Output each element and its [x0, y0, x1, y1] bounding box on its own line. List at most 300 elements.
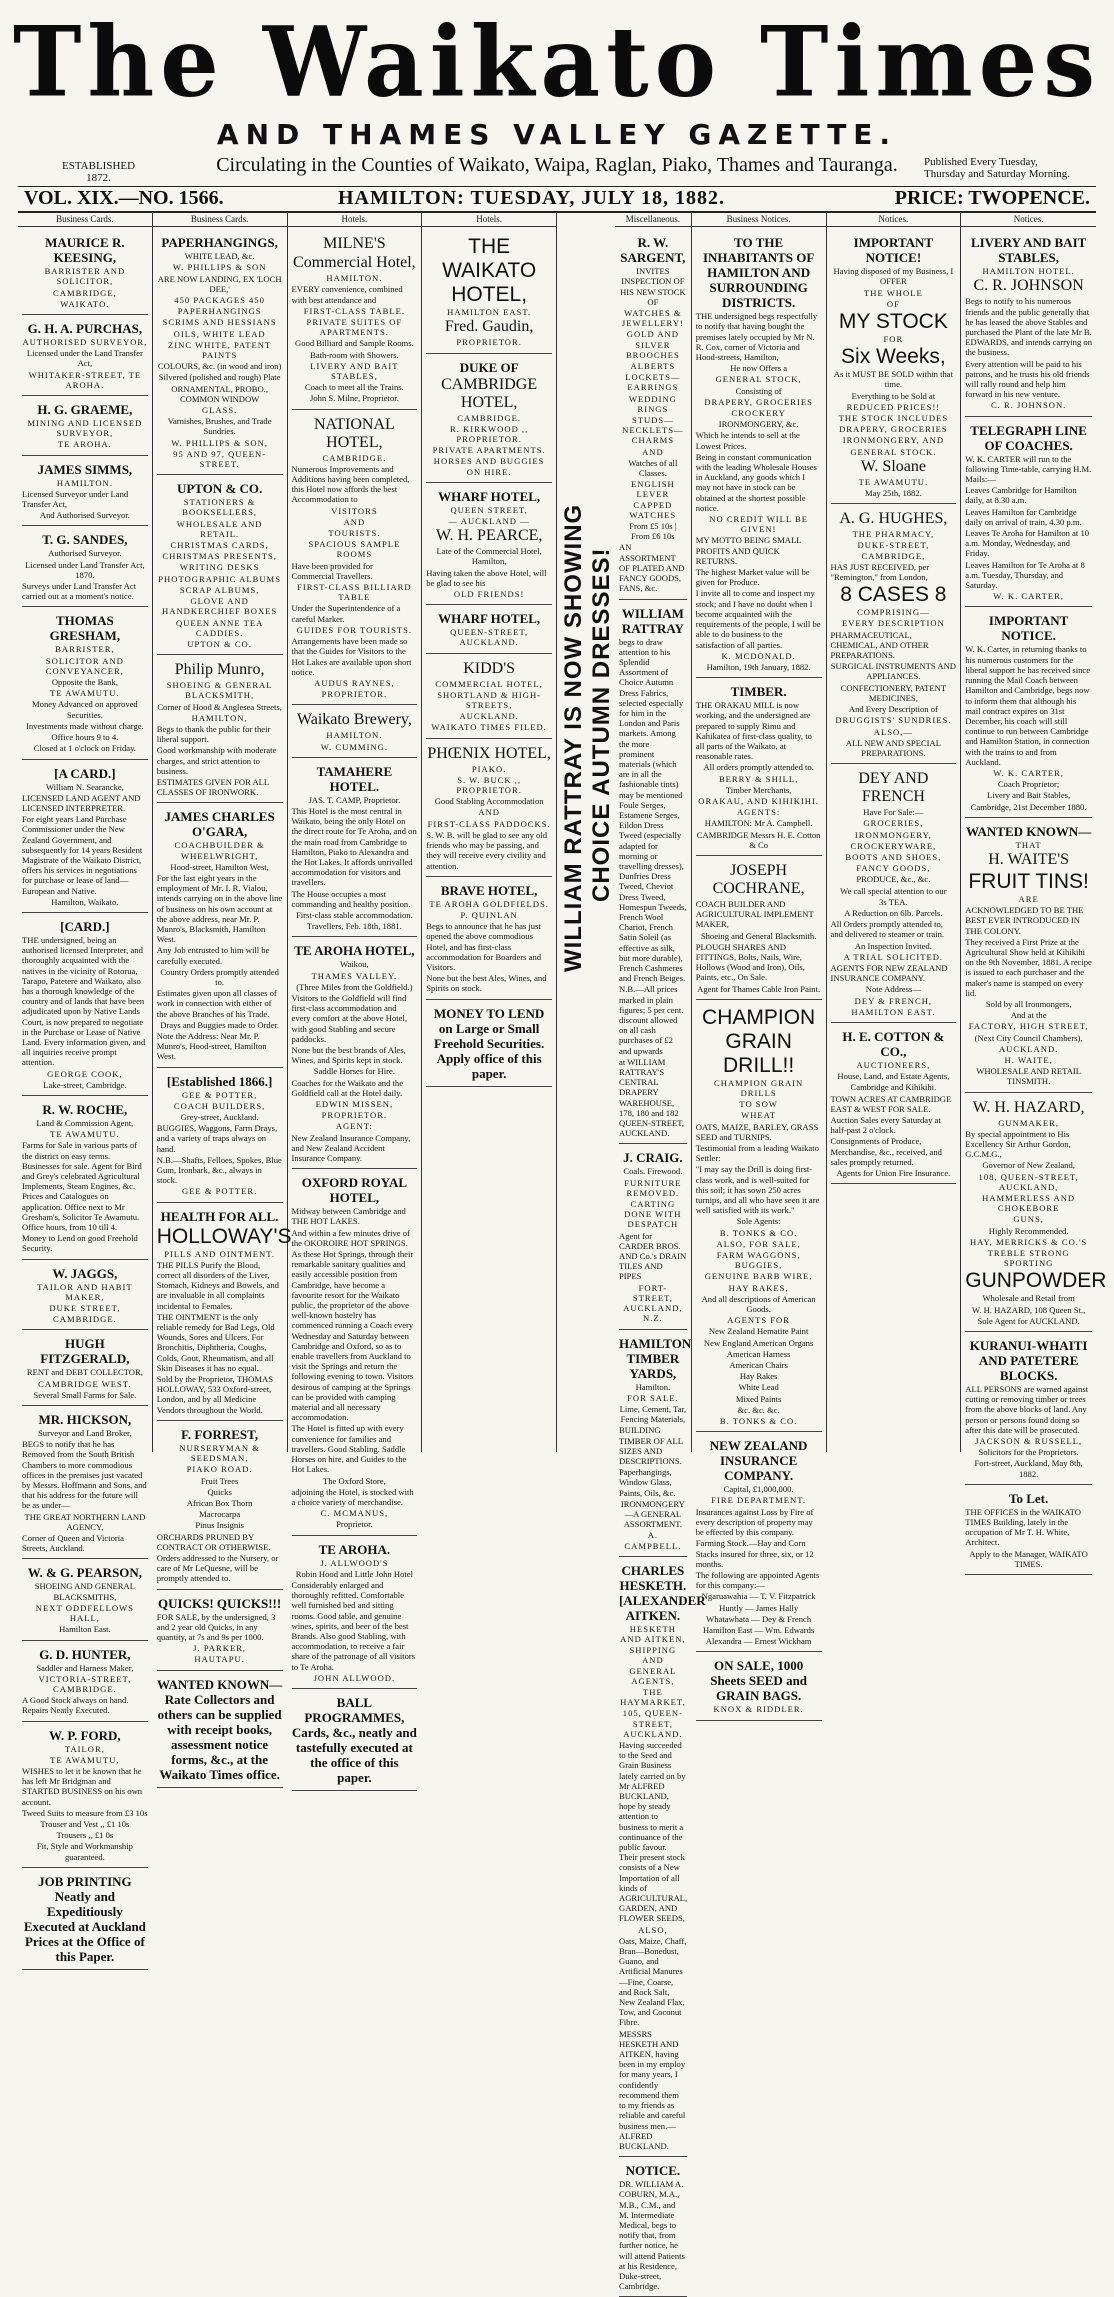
advertisement-line: CONFECTIONERY, PATENT MEDICINES,: [840, 682, 947, 703]
advertisement-line: MY MOTTO BEING SMALL PROFITS AND QUICK RETURNS.: [695, 535, 802, 566]
advertisement-line: DRUGGISTS' SUNDRIES.: [835, 715, 952, 726]
advertisement-line: QUEEN ANNE TEA CADDIES.: [175, 617, 264, 638]
advertisement: [426, 656, 552, 739]
advertisement-heading: MAURICE R. KEESING,: [45, 235, 125, 266]
advertisement-line: UPTON & CO.: [187, 638, 252, 649]
advertisement-heading: OXFORD ROYAL HOTEL,: [301, 1175, 408, 1206]
advertisement-line: DUKE STREET,: [49, 1303, 121, 1314]
advertisement-line: COACH BUILDER AND AGRICULTURAL IMPLEMENT MAKER,: [695, 898, 814, 930]
advertisement: [157, 1423, 283, 1590]
advertisement-line: Governor of New Zealand,: [982, 1160, 1075, 1171]
advertisement-line: SURGICAL INSTRUMENTS AND APPLIANCES.: [830, 661, 956, 682]
advertisement-line: Good Stabling Accommodation: [434, 796, 544, 807]
advertisement-line: SHOEING & GENERAL BLACKSMITH,: [166, 680, 273, 701]
advertisement-line: FOR: [883, 334, 904, 345]
advertisement-heading: MR. HICKSON,: [38, 1412, 132, 1428]
advertisement-heading: HEALTH FOR ALL.: [160, 1208, 279, 1224]
publication-schedule: Published Every Tuesday, Thursday and Saturday Morning.: [924, 156, 1071, 180]
advertisement-line: PIAKO.: [471, 763, 507, 774]
advertisement: [619, 1559, 706, 2157]
advertisement-line: TE AROHA.: [57, 439, 112, 450]
advertisement-heading: PAPERHANGINGS,: [161, 235, 278, 251]
advertisement-line: CAMBRIDGE.: [322, 452, 387, 463]
advertisement-line: Money to Lend on good Freehold Security.: [22, 1233, 138, 1254]
advertisement: [426, 741, 552, 877]
advertisement-line: BOOTS AND SHOES,: [845, 851, 942, 862]
advertisement-line: ALSO, FOR SALE,: [716, 1238, 801, 1249]
advertisement-line: Visitors to the Goldfield will find first-class accommodation and every comfort at the above Hotel, with good Stabling and secure paddocks.: [291, 992, 407, 1044]
advertisement-heading: THE: [468, 235, 511, 259]
advertisement-heading: J. CRAIG.: [623, 1150, 683, 1166]
advertisement-line: All Orders promptly attended to, and delivered to steamer or train.: [830, 919, 945, 940]
advertisement: [696, 231, 822, 678]
advertisement-heading: DEY AND FRENCH: [858, 770, 929, 806]
advertisement-line: FIRST-CLASS PADDOCKS.: [427, 818, 551, 829]
advertisement-heading: [CARD.]: [60, 918, 110, 934]
advertisement-line: Closed at 1 o'clock on Friday.: [33, 743, 136, 754]
advertisement-heading: IMPORTANT NOTICE!: [853, 235, 934, 266]
advertisement-line: HAY RAKES,: [728, 1282, 789, 1293]
advertisement-line: GENUINE BARB WIRE,: [704, 1271, 813, 1282]
advertisement-line: W. K. CARTER will run to the following Time-table, carrying H.M. Mails:—: [965, 453, 1092, 485]
advertisement: [696, 1002, 822, 1433]
advertisement-line: THE PHARMACY,: [852, 529, 935, 540]
advertisement-line: For the last eight years in the employment of Mr. I. R. Vialou, intends carrying on in the above line of business on his own account at the above address, near Mr. P. Munro's, Blacksmith, Hamilton West.: [156, 872, 283, 945]
advertisement-line: CROCKERYWARE,: [850, 840, 937, 851]
advertisement-columns: [18, 212, 1107, 2292]
advertisement-line: NO CREDIT WILL BE GIVEN!: [709, 514, 808, 535]
advertisement: [22, 458, 148, 527]
advertisement-line: GUNMAKER,: [998, 1117, 1060, 1128]
advertisement-line: Every attention will be paid to his patrons, and he trusts his old friends will rally round and help him forward in his new venture.: [965, 358, 1090, 400]
advertisement-line: C. R. JOHNSON: [973, 277, 1084, 295]
advertisement-line: FIRE DEPARTMENT.: [711, 1495, 806, 1506]
advertisement-line: Begs to announce that he has just opened the above commodious Hotel, and has first-class accommodation for Boarders and Visitors.: [426, 921, 542, 972]
advertisement-line: HAMILTON: Mr A. Campbell.: [704, 818, 813, 829]
advertisement-line: Hamilton, Waikato.: [51, 896, 119, 907]
column-heading: Business Cards.: [153, 214, 287, 227]
advertisement-line: ORCHARDS PRUNED BY CONTRACT OR OTHERWISE.: [156, 1531, 271, 1552]
advertisement-line: BEGS to notify that he has Removed from the South British Chambers to more commodious offices in the premises just vacated by Messrs. Hoffmann and Sons, and that his address for the future will be as under—: [22, 1439, 147, 1511]
advertisement-line: COACHBUILDER & WHEELWRIGHT,: [174, 840, 265, 861]
advertisement: [831, 766, 957, 1023]
advertisement-line: ARE: [1018, 893, 1039, 904]
advertisement-line: ARE NOW LANDING, EX 'LOCH DEE,': [157, 273, 282, 294]
advertisement-line: Cambridge, 21st December 1880.: [970, 801, 1087, 812]
advertisement-line: TAILOR,: [64, 1743, 105, 1754]
advertisement-line: H. WAITE,: [1004, 1054, 1053, 1065]
advertisement-heading: TAMAHERE HOTEL.: [316, 763, 393, 794]
advertisement-line: B. TONKS & CO.: [719, 1227, 798, 1238]
advertisement-line: AUDUS RAYNES,: [314, 677, 395, 688]
advertisement: [22, 915, 148, 1096]
advertisement-line: Farming Stock.—Hay and Corn Stacks insured for three, six, or 12 months.: [695, 1538, 814, 1569]
advertisement-line: Licensed under the Land Transfer Act,: [26, 348, 143, 369]
advertisement-heading: F. FORREST,: [181, 1426, 259, 1442]
advertisement-line: Leaves Hamilton for Te Aroha at 8 a.m. Tuesday, Thursday, and Saturday.: [965, 559, 1085, 591]
advertisement-line: Licensed Surveyor under Land Transfer Act,: [22, 488, 129, 510]
column-4: [422, 212, 557, 1452]
advertisement: [157, 1070, 283, 1203]
advertisement-heading: T. G. SANDES,: [42, 532, 128, 548]
advertisement-line: B. TONKS & CO.: [719, 1416, 798, 1427]
advertisement-line: Commercial Hotel,: [293, 254, 416, 272]
advertisement: [22, 1870, 148, 1970]
advertisement-line: NEXT ODDFELLOWS HALL,: [35, 1602, 134, 1624]
advertisement-line: Lime, Cement, Tar, Fencing Materials,: [619, 1403, 687, 1425]
advertisement-line: None but the best brands of Ales, Wines, and Spirits kept in stock.: [291, 1044, 406, 1066]
advertisement-line: PHARMACEUTICAL, CHEMICAL, AND OTHER PREPARATIONS.: [830, 629, 929, 661]
advertisement-line: The Hotel is fitted up with every convenience for families and travellers. Good Stabling. Saddle Horses on hire, and Guides to the Hot Lakes.: [291, 1423, 407, 1475]
advertisement-heading: H. G. GRAEME,: [37, 402, 133, 418]
advertisement: [22, 1561, 148, 1640]
advertisement-line: EVERY convenience, combined with best attendance and: [291, 284, 403, 305]
advertisement-line: MINING AND LICENSED SURVEYOR,: [27, 418, 143, 439]
advertisement-heading: W. H. HAZARD,: [972, 1098, 1085, 1116]
advertisement-line: SHOEING AND GENERAL BLACKSMITHS,: [34, 1581, 135, 1602]
advertisement-line: GENERAL STOCK,: [715, 374, 802, 385]
advertisement-line: TO SOW: [739, 1099, 778, 1110]
advertisement-line: HAMILTON EAST.: [851, 1006, 936, 1017]
advertisement-line: Licensed under Land Transfer Act, 1870.: [25, 559, 145, 580]
advertisement-line: FIRST-CLASS TABLE.: [303, 305, 406, 316]
advertisement-heading: WANTED KNOWN—: [965, 823, 1092, 839]
advertisement: [965, 820, 1092, 1093]
advertisement-line: W. H. PEARCE,: [435, 527, 543, 545]
advertisement-line: Consisting of: [735, 385, 782, 396]
advertisement-line: The following are appointed Agents for this company:—: [695, 1569, 820, 1591]
advertisement-line: THE undersigned, being an authorised licensed Interpreter, and thoroughly acquainted with the natives in the vicinity of Rotorua, Tarapo, Patetere and Waikato, also has a thorough knowledge of the country and of lands that have been adjudicated upon by Native Lands Court, is now prepared to negotiate in the Purchase or Lease of Native Land. Every information given, and all inquiries receive prompt attention.: [22, 934, 146, 1068]
advertisement-line: GENERAL STOCK.: [850, 446, 937, 457]
advertisement: [619, 2159, 687, 2297]
advertisement-line: GUNPOWDER: [965, 1269, 1107, 1293]
advertisement-line: Insurances against Loss by Fire of every description of property may be effected by this company.: [695, 1506, 814, 1538]
advertisement-line: 8 CASES 8: [840, 583, 947, 607]
advertisement-heading: W. & G. PEARSON,: [27, 1565, 143, 1581]
advertisement-heading: LIVERY AND BAIT STABLES,: [970, 235, 1087, 266]
advertisement-heading: MONEY TO LEND on Large or Small Freehold Securities. Apply office of this paper.: [433, 1005, 545, 1081]
advertisement: [965, 419, 1092, 608]
advertisement-line: The Oxford Store,: [322, 1475, 386, 1486]
advertisement-line: ACKNOWLEDGED TO BE THE BEST EVER INTRODUCED IN THE COLONY.: [965, 905, 1084, 936]
advertisement-line: Ngaruawahia — T. V. Fitzpatrick: [701, 1591, 816, 1602]
advertisement-line: BARRISTER,: [55, 644, 115, 655]
advertisement-line: DEY & FRENCH,: [854, 995, 933, 1006]
advertisement-line: JACKSON & RUSSELL,: [975, 1436, 1083, 1447]
advertisement-line: Everything to be Sold at: [851, 390, 936, 401]
advertisement-line: Agents for Union Fire Insurance.: [836, 1168, 951, 1178]
advertisement-line: Estimates given upon all classes of work in connection with either of the above Branches of his Trade.: [156, 988, 277, 1019]
advertisement-heading: NEW ZEALAND INSURANCE COMPANY.: [709, 1438, 808, 1484]
column-1: [18, 212, 153, 1964]
advertisement: [426, 356, 552, 483]
advertisement: [292, 1538, 418, 1689]
advertisement-heading: UPTON & CO.: [176, 481, 263, 497]
advertisement-line: FORT-STREET, AUCKLAND, N.Z.: [623, 1282, 683, 1324]
advertisement: [831, 231, 957, 504]
advertisement-line: 3s TEA.: [879, 896, 908, 907]
advertisement-heading: JOB PRINTING Neatly and Expeditiously Executed at Auckland Prices at the Office of this Paper.: [23, 1873, 146, 1964]
advertisement: [426, 607, 552, 653]
advertisement-line: CAMBRIDGE Messrs H. E. Cotton & Co: [696, 829, 821, 850]
advertisement-line: And within a few minutes drive of the OKOROIRE HOT SPRINGS.: [291, 1227, 410, 1248]
advertisement-line: DUKE-STREET, CAMBRIDGE,: [857, 540, 930, 561]
advertisement: [619, 1146, 687, 1329]
advertisement-line: Drays and Buggies made to Order.: [160, 1019, 280, 1030]
advertisement-line: WAIKATO.: [60, 298, 110, 309]
advertisement-line: FRUIT TINS!: [968, 869, 1089, 893]
advertisement-line: I invite all to come and inspect my stock; and I have no doubt when I become acquainted with the requirements of the people, I will be able to do business to the satisfaction of all parties.: [695, 588, 821, 650]
advertisement-line: FURNITURE REMOVED.: [624, 1177, 682, 1198]
advertisement-line: As it MUST BE SOLD within that time.: [833, 369, 953, 390]
advertisement-line: IRONMONGERY—A GENERAL ASSORTMENT.: [620, 1498, 685, 1530]
advertisement-line: Office hours 9 to 4.: [51, 732, 119, 743]
advertisement-line: THE OFFICES in the WAIKATO TIMES Building, lately in the occupation of Mr T. H. White, Architect.: [965, 1506, 1081, 1548]
advertisement-heading: JAMES CHARLES O'GARA,: [164, 809, 275, 840]
advertisement-heading: [Established 1866.]: [166, 1073, 273, 1089]
advertisement-line: BUILDING TIMBER OF ALL SIZES AND DESCRIPTIONS.: [619, 1425, 683, 1466]
advertisement: [426, 485, 552, 605]
advertisement-line: TE AROHA GOLDFIELDS.: [429, 898, 549, 909]
advertisement-line: First-class stable accommodation.: [296, 909, 413, 920]
vertical-banner-line-1: WILLIAM RATTRAY IS NOW SHOWING: [560, 503, 587, 972]
advertisement-line: GRAIN: [725, 1029, 792, 1053]
advertisement-line: Oats, Maize, Chaff, Bran—Bonedust, Guano, and Artificial Manures—Fine, Coarse, and Rock Salt, New Zealand Flax, Tow, and Coconut Fibre.: [619, 1935, 687, 2028]
advertisement-line: Country Orders promptly attended to.: [160, 966, 279, 987]
advertisement-line: S. W. BUCK ,, PROPRIETOR.: [456, 774, 522, 796]
advertisement-line: LIVERY AND BAIT STABLES,: [310, 360, 399, 382]
advertisement-heading: PHŒNIX HOTEL,: [427, 744, 551, 762]
advertisement-line: THE OINTMENT is the only reliable remedy for Bad Legs, Old Wounds, Sores and Ulcers. For Bronchitis, Diphtheria, Coughs, Colds, Gout, Rheumatism, and all Skin Diseases it has no equal.: [156, 1311, 275, 1373]
advertisement-line: (Three Miles from the Goldfield.): [296, 981, 413, 992]
column-heading: Hotels.: [288, 214, 422, 227]
advertisement-line: THE GREAT NORTHERN LAND AGENCY,: [24, 1511, 146, 1532]
advertisement-line: COACH BUILDERS,: [173, 1100, 266, 1111]
advertisement: [696, 1434, 822, 1652]
advertisement-line: WHITE LEAD, &c.: [184, 251, 255, 262]
advertisement-line: COLOURS, &c. (in wood and iron): [157, 361, 282, 372]
advertisement-line: FACTORY, HIGH STREET,: [968, 1021, 1089, 1032]
advertisement-line: Having disposed of my Business, I OFFER: [833, 266, 954, 287]
advertisement-heading: IMPORTANT NOTICE.: [988, 613, 1069, 644]
advertisement: [965, 1334, 1092, 1485]
advertisement: [619, 231, 687, 599]
advertisement-line: New Zealand Insurance Company, and New Zealand Accident Insurance Company.: [291, 1132, 411, 1164]
advertisement-line: MY STOCK: [838, 310, 948, 334]
advertisement-heading: TIMBER.: [730, 684, 787, 700]
advertisement-line: CAMBRIDGE.: [53, 1314, 117, 1325]
advertisement-line: "I may say the Drill is doing first-class work, and is well-suited for this soil; it has sown 250 acres turnips, and all who have seen it are well satisfied with its work.": [695, 1164, 820, 1216]
advertisement-line: Hamilton.: [635, 1381, 671, 1392]
advertisement-line: SPACIOUS SAMPLE ROOMS: [308, 539, 401, 560]
advertisement: [157, 805, 283, 1067]
advertisement-heading: HUGH FITZGERALD,: [40, 1336, 130, 1367]
advertisement-line: GLOVE AND HANDKERCHIEF BOXES: [162, 596, 278, 617]
advertisement-line: FOR SALE, by the undersigned, 3 and 2 year old Quicks, in any quantity, at 7s and 9s per 1000.: [156, 1611, 276, 1642]
advertisement-line: Huntly — James Hally: [719, 1602, 799, 1613]
column-heading: Notices.: [961, 214, 1096, 227]
advertisement-line: HAS JUST RECEIVED, per "Remington," from London,: [830, 561, 930, 583]
advertisement-line: THE HAYMARKET,: [620, 1686, 686, 1708]
advertisement-line: House, Land, and Estate Agents,: [837, 1071, 950, 1082]
advertisement-line: For eight years Land Purchase Commissioner under the New Zealand Government, and subsequently for 14 years Resident Magistrate of the Waikato District, offers his services in negotiations for purchase or lease of land—European and Native.: [22, 814, 143, 896]
advertisement-heading: WANTED KNOWN—Rate Collectors and others can be supplied with receipt books, assessment notice forms, &c., at the Waikato Times office.: [156, 1676, 283, 1782]
advertisement-line: Mixed Paints: [735, 1393, 782, 1404]
advertisement-line: W. PHILLIPS & SON,: [171, 437, 268, 448]
advertisement-line: WHOLESALE AND RETAIL TINSMITH.: [976, 1066, 1082, 1087]
advertisement: [156, 1205, 292, 1421]
advertisement-line: Arrangements have been made so that the Guides for Visitors to the Hot Lakes are available upon short notice.: [291, 636, 412, 677]
advertisement-line: TE AWAMUTU.: [858, 476, 929, 487]
advertisement: [157, 231, 283, 475]
advertisement-heading: To Let.: [1009, 1490, 1049, 1506]
advertisement-line: PAPERHANGINGS: [177, 306, 262, 317]
advertisement-line: SHIPPING AND GENERAL AGENTS,: [629, 1645, 677, 1686]
advertisement-line: begs to draw attention to his Splendid Assortment of Choice Autumn Dress Fabrics, selected especially for him in the London and Paris markets. Among the more prominent materials (which are in all the fashionable tints) may be mentioned Foule Serges, Estamene Serges, Eildon Dress Tweed (especially adapted for morning or travelling dresses), Dunfries Dress Tweed, Cheviot Dress Tweed, Homespun Tweeds, French Wool Chariot, French Satin Soleil (as effective as silk, but more durable), French Cashmeres and French Beiges.: [619, 636, 687, 984]
advertisement-heading: H. E. COTTON & CO.,: [842, 1028, 945, 1059]
advertisement-line: JOHN ALLWOOD.: [313, 1672, 396, 1683]
advertisement-line: Leaves Cambridge for Hamilton daily, at 8.30 a.m.: [965, 485, 1077, 506]
advertisement-line: Six Weeks,: [841, 345, 946, 369]
advertisement-line: H. WAITE'S: [988, 850, 1070, 868]
advertisement-line: AND: [642, 446, 664, 457]
advertisement-line: A Reduction on 6lb. Parcels.: [844, 907, 943, 918]
advertisement-line: COMMERCIAL HOTEL,: [435, 678, 543, 689]
advertisement-line: HAMILTON.: [56, 477, 113, 488]
advertisement-line: Saddler and Harness Maker,: [36, 1662, 134, 1673]
advertisement: [22, 528, 148, 607]
advertisement-line: ENGLISH LEVER CAPPED WATCHES: [629, 479, 677, 520]
advertisement-heading: R. W. ROCHE,: [42, 1101, 128, 1117]
advertisement-line: DRILL!!: [723, 1053, 795, 1077]
advertisement-heading: JAMES SIMMS,: [37, 461, 133, 477]
advertisement-line: THAT: [1015, 839, 1042, 850]
advertisement-line: 108, QUEEN-STREET, AUCKLAND,: [978, 1171, 1079, 1192]
advertisement-line: From £5 10s | From £6 10s: [629, 521, 677, 542]
advertisement-line: Tweed Suits to measure from £3 10s: [22, 1807, 148, 1818]
advertisement-line: Cambridge and Kihikihi.: [850, 1082, 937, 1093]
advertisement-heading: WHARF HOTEL,: [438, 611, 541, 627]
advertisement-line: W. K. CARTER,: [993, 767, 1064, 778]
advertisement-line: Trousers ,, £1 0s: [56, 1830, 114, 1841]
advertisement-line: Watches of all Classes.: [628, 457, 678, 479]
advertisement-line: P. QUINLAN: [460, 909, 518, 920]
vertical-banner-line-2: CHOICE AUTUMN DRESSES!: [588, 547, 615, 902]
advertisement-line: CAMBRIDGE HOTEL,: [441, 375, 538, 411]
advertisement-line: Proprietor.: [336, 1519, 373, 1530]
advertisement-line: Good Billiard and Sample Rooms.: [295, 338, 414, 349]
advertisement-line: Numerous Improvements and Additions having been completed, this Hotel now affords the best Accommodation to: [291, 463, 410, 505]
advertisement-line: ORAKAU, AND KIHIKIHI.: [698, 795, 820, 806]
advertisement-line: 95 AND 97, QUEEN-STREET.: [173, 448, 267, 470]
advertisement-line: Having succeeded to the Seed and Grain Business lately carried on by Mr ALFRED BUCKLAND, hope by steady attention to business to merit a continuance of the public favour. Their present stock consists of a New Importation of all kinds of AGRICULTURAL, GARDEN, AND FLOWER SEEDS,: [619, 1739, 688, 1924]
advertisement-line: AUCKLAND.: [998, 1043, 1059, 1054]
advertisement-line: N.B.—Shafts, Felloes, Spokes, Blue Gum, Ironbark, &c., always in stock.: [156, 1154, 282, 1186]
advertisement: [965, 1487, 1092, 1575]
advertisement-line: WATCHES & JEWELLERY!: [621, 308, 684, 329]
column-6: [692, 212, 827, 1715]
masthead: [0, 0, 1114, 210]
advertisement: [292, 760, 418, 938]
advertisement-line: Any Job entrusted to him will be carefully executed.: [156, 945, 270, 966]
advertisement-line: Note Address—: [865, 984, 921, 995]
advertisement-heading: HAMILTON TIMBER YARDS,: [619, 1335, 692, 1381]
advertisement-line: Land & Commission Agent,: [36, 1117, 134, 1128]
advertisement-line: PROPRIETOR.: [321, 1110, 388, 1121]
advertisement-line: THE ORAKAU MILL is now working, and the undersigned are prepared to supply Rimu and Kahikatea of first-class quality, to all parts of the Waikato, at reasonable rates.: [695, 700, 812, 762]
advertisement-line: And all descriptions of American Goods.: [701, 1293, 816, 1315]
advertisement-line: WAIKATO TIMES FILED.: [431, 722, 547, 733]
advertisement-line: WHOLESALE AND RETAIL.: [176, 518, 263, 539]
advertisement-heading: WILLIAM RATTRAY: [621, 605, 684, 636]
advertisement-line: GEE & POTTER.: [181, 1186, 258, 1197]
advertisement-line: HAMILTON.: [326, 273, 383, 284]
advertisement-line: Surveyor and Land Broker,: [38, 1428, 132, 1439]
column-7: [827, 212, 962, 1452]
advertisement-line: Hamilton, 19th January, 1882.: [706, 661, 811, 672]
advertisement-line: VICTORIA-STREET, CAMBRIDGE.: [38, 1673, 132, 1694]
circulation-line: Circulating in the Counties of Waikato, Waipa, Raglan, Piako, Thames and Tauranga.: [216, 154, 898, 176]
advertisement-line: STUDS—NECKLETS—CHARMS: [622, 415, 684, 446]
advertisement-line: Bath-room with Showers.: [310, 349, 399, 360]
advertisement-line: S. W. B. will be glad to see any old friends who may be passing, and they will receive every civility and attention.: [426, 829, 548, 871]
advertisement: [619, 602, 687, 1145]
advertisement-line: Sold by all Ironmongers,: [985, 998, 1072, 1009]
advertisement-line: Under the Superintendence of a careful Marker.: [291, 603, 401, 624]
advertisement: [22, 1098, 148, 1260]
advertisement-line: EVERY DESCRIPTION: [841, 618, 945, 629]
advertisement-line: THE PILLS Purify the Blood, correct all disorders of the Liver, Stomach, Kidneys and Bowels, and are invaluable in all complaints incidental to Females.: [156, 1259, 279, 1311]
advertisement-line: COMPRISING—: [857, 607, 930, 618]
dateline-bar: [18, 186, 1096, 213]
advertisement-line: Consignments of Produce, Merchandise, &c., received, and sales promptly returned.: [830, 1136, 942, 1167]
advertisement-line: Midway between Cambridge and THE HOT LAKES.: [291, 1206, 406, 1227]
advertisement-line: John S. Milne, Proprietor.: [309, 393, 399, 404]
advertisement-line: ALL PERSONS are warned against cutting or removing timber or trees from the above blocks of land. Any person or persons found doing so after this date will be prosecuted.: [965, 1384, 1089, 1435]
advertisement-line: FIRST-CLASS BILLIARD TABLE: [297, 582, 412, 603]
advertisement-line: CAMBRIDGE.: [457, 412, 521, 423]
advertisement-heading: ON SALE, 1000 Sheets SEED and GRAIN BAGS.: [710, 1658, 808, 1704]
advertisement-line: WAIKATO: [442, 259, 537, 283]
advertisement-line: PRIVATE SUITES OF APARTMENTS.: [306, 317, 403, 338]
advertisement: [22, 1643, 148, 1722]
advertisement-heading: NATIONAL HOTEL,: [313, 415, 395, 451]
advertisement: [157, 1673, 283, 1788]
advertisement-line: OLD FRIENDS!: [453, 589, 525, 600]
advertisement: [426, 1002, 552, 1087]
advertisement-line: William N. Searancke,: [45, 781, 124, 792]
advertisement-line: Coaches for the Waikato and the Goldfield call at the Hotel daily.: [291, 1077, 404, 1098]
advertisement-line: Surveys under Land Transfer Act carried out at a moment's notice.: [22, 581, 137, 602]
advertisement-line: AUTHORISED SURVEYOR,: [22, 337, 148, 348]
advertisement-line: Have been provided for Commercial Travellers.: [291, 560, 373, 581]
advertisement-line: Grey-street, Auckland.: [180, 1112, 259, 1123]
advertisement-line: 450 PACKAGES 450: [174, 295, 265, 306]
advertisement-line: Corner of Hood & Anglesea Streets,: [157, 701, 282, 712]
advertisement-line: Hamilton East.: [59, 1624, 111, 1635]
advertisement-line: PILLS AND OINTMENT.: [164, 1248, 275, 1259]
advertisement-line: HAMILTON EAST.: [447, 307, 532, 318]
advertisement-line: PHOTOGRAPHIC ALBUMS: [158, 573, 281, 584]
advertisement-heading: QUICKS! QUICKS!!!: [158, 1595, 282, 1611]
advertisement: [22, 1724, 148, 1868]
advertisement-line: PROPRIETOR.: [321, 689, 388, 700]
advertisement-line: R. KIRKWOOD ,, PROPRIETOR.: [450, 423, 529, 445]
advertisement-line: HESKETH AND AITKEN,: [620, 1623, 686, 1644]
advertisement-line: TE AWAMUTU.: [50, 1129, 120, 1140]
advertisement-line: Whatawhata — Dey & French: [706, 1613, 812, 1624]
column-heading: Hotels.: [422, 214, 556, 227]
